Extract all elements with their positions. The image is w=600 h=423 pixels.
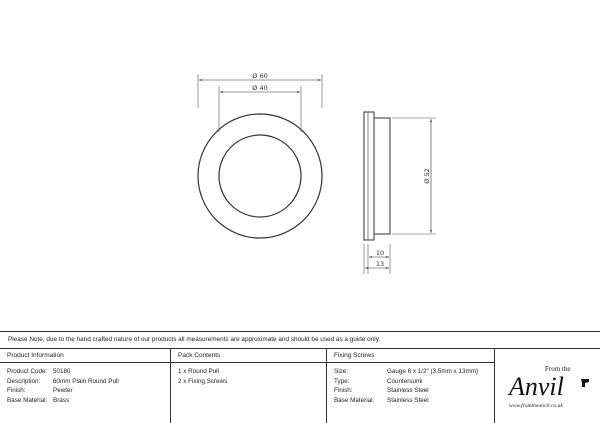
anvil-icon [581, 379, 589, 387]
pack-contents-panel [171, 349, 327, 423]
depth-outer-label: 13 [375, 260, 385, 268]
product-info-value: 50180 [53, 368, 71, 375]
inner-recess [219, 135, 301, 217]
product-information-heading: Product Information [0, 349, 170, 363]
screw-info-value: Stainless Steel [387, 396, 429, 404]
product-info-label: Base Material: [7, 396, 48, 404]
product-info-row [0, 396, 170, 406]
outer-diameter-label: Ø 60 [252, 72, 268, 80]
side-view [364, 112, 436, 274]
product-info-value: Brass [53, 396, 70, 404]
logo-tagline: From the [545, 365, 571, 373]
logo-brand: Anvil [509, 372, 564, 401]
screw-info-label: Type: [334, 377, 350, 385]
screw-info-label: Base Material: [334, 396, 375, 404]
measurement-note: Please Note, due to the hand crafted nature of our products all measurements are approximate and should be used as a guide only. [0, 331, 600, 348]
screw-info-row [327, 386, 494, 396]
flange-outline [364, 112, 374, 240]
screw-info-label: Finish: [334, 387, 353, 395]
screw-info-row [327, 367, 494, 377]
inner-diameter-label: Ø 40 [252, 84, 268, 92]
screw-info-row [327, 377, 494, 387]
product-information-panel [0, 349, 171, 423]
product-info-value: Pewter [53, 387, 73, 395]
fixing-screws-heading: Fixing Screws [327, 349, 494, 363]
pack-item [171, 367, 326, 377]
body-outline [374, 118, 390, 234]
screw-info-value: Countersunk [387, 377, 423, 385]
product-info-label: Finish: [7, 387, 26, 395]
product-info-value: 60mm Plain Round Pull [53, 377, 119, 385]
product-info-row [0, 377, 170, 387]
info-table [0, 348, 600, 422]
anvil-logo [505, 357, 593, 415]
product-info-row [0, 367, 170, 377]
screw-info-value: Stainless Steel [387, 387, 429, 395]
front-view [198, 72, 322, 238]
product-info-label: Description: [7, 377, 41, 385]
pack-item-text: 2 x Fixing Screws [178, 377, 228, 385]
pack-item-text: 1 x Round Pull [178, 368, 219, 375]
outer-ring [198, 114, 322, 238]
logo-website: www.fromtheanvil.co.uk [509, 403, 563, 409]
pack-item [171, 377, 326, 387]
depth-inner-label: 10 [375, 249, 385, 257]
height-label: Ø 52 [423, 168, 431, 184]
screw-info-row [327, 396, 494, 406]
pack-contents-heading: Pack Contents [171, 349, 326, 363]
product-info-row [0, 386, 170, 396]
brand-logo-panel [495, 349, 600, 423]
screw-info-value: Gauge 6 x 1/2" (3.5mm x 13mm) [387, 368, 479, 375]
fixing-screws-panel [327, 349, 495, 423]
product-info-label: Product Code: [7, 368, 48, 375]
screw-info-label: Size: [334, 368, 348, 375]
